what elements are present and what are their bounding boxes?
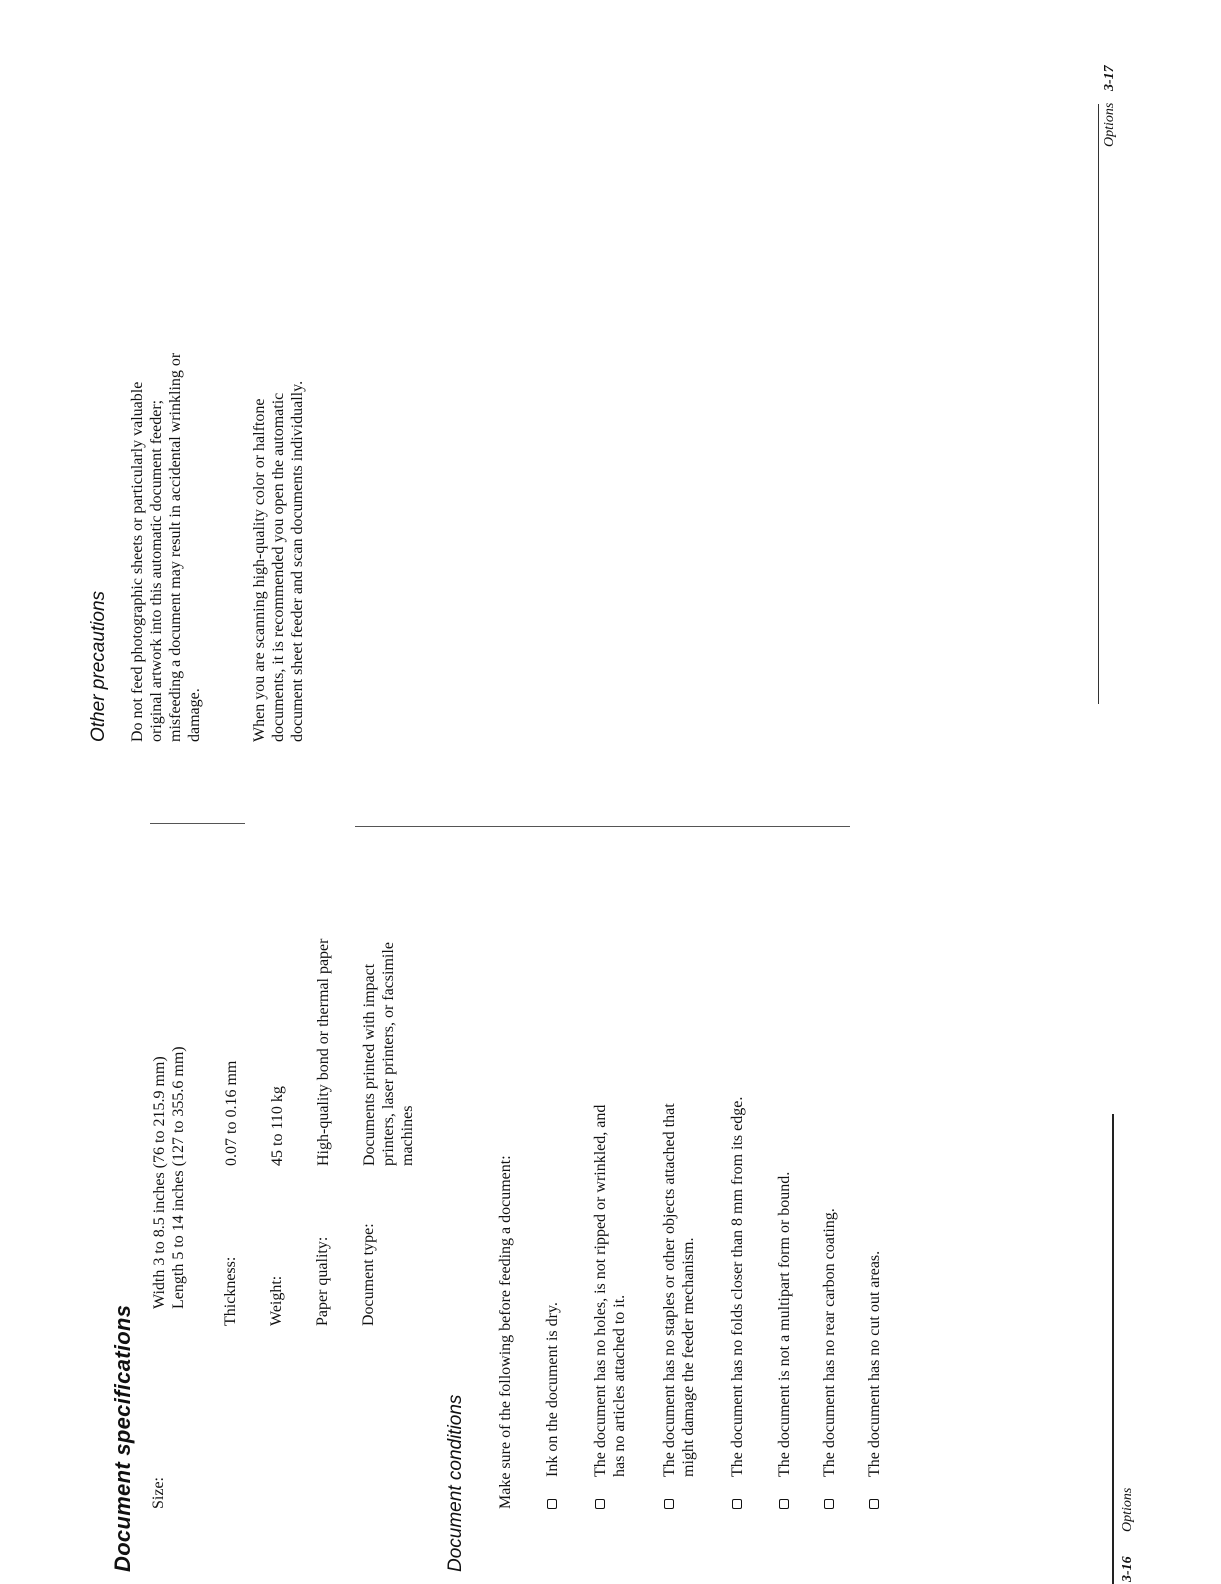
spec-line: Documents printed with impact — [361, 963, 378, 1166]
checkbox-bullet-icon — [595, 1499, 605, 1509]
paragraph-line: original artwork into this automatic document feeder; — [148, 399, 165, 742]
spec-label-weight: Weight: — [268, 1275, 285, 1326]
right-page-number: 3-17 — [1102, 65, 1117, 91]
checkbox-bullet-icon — [732, 1499, 742, 1509]
conditions-intro: Make sure of the following before feeding a document: — [497, 1155, 514, 1509]
condition-text: The document has no cut out areas. — [866, 1250, 883, 1477]
document-conditions-heading: Document conditions — [445, 1394, 466, 1572]
document-specifications-heading: Document specifications — [110, 1304, 135, 1572]
left-page-section: Options — [1120, 1487, 1135, 1532]
paragraph-line: When you are scanning high-quality color or halftone — [251, 398, 268, 742]
spec-label-paper-quality: Paper quality: — [314, 1236, 331, 1326]
checkbox-bullet-icon — [547, 1499, 557, 1509]
precaution-paragraph — [250, 381, 307, 742]
checkbox-bullet-icon — [664, 1499, 674, 1509]
spec-value-size — [150, 1046, 188, 1309]
spec-value-thickness: 0.07 to 0.16 mm — [223, 1060, 240, 1166]
left-footer-rule — [1112, 1114, 1114, 1584]
checkbox-bullet-icon — [824, 1499, 834, 1509]
other-precautions-heading: Other precautions — [88, 590, 109, 742]
spec-line: machines — [399, 1105, 416, 1166]
precaution-paragraph — [128, 353, 204, 742]
right-footer-rule — [1098, 104, 1099, 704]
paragraph-line: document sheet feeder and scan documents individually. — [289, 380, 306, 742]
condition-line: The document has no holes, is not ripped or wrinkled, and — [592, 1104, 609, 1477]
spec-label-thickness: Thickness: — [222, 1256, 239, 1326]
condition-line: has no articles attached to it. — [611, 1294, 628, 1477]
condition-text: The document is not a multipart form or bound. — [776, 1171, 793, 1477]
spec-value-document-type — [360, 942, 417, 1166]
spec-label-size: Size: — [150, 1477, 167, 1509]
spec-line: printers, laser printers, or facsimile — [380, 942, 397, 1166]
right-page-section: Options — [1102, 102, 1117, 147]
condition-text: Ink on the document is dry. — [544, 1302, 561, 1477]
condition-text: The document has no folds closer than 8 mm from its edge. — [729, 1096, 746, 1477]
spec-label-document-type: Document type: — [360, 1223, 377, 1326]
checkbox-bullet-icon — [869, 1499, 879, 1509]
paragraph-line: misfeeding a document may result in accidental wrinkling or — [167, 352, 184, 742]
checkbox-bullet-icon — [779, 1499, 789, 1509]
spec-line: Width 3 to 8.5 inches (76 to 215.9 mm) — [151, 1056, 168, 1309]
condition-text: The document has no rear carbon coating. — [821, 1208, 838, 1477]
paragraph-line: documents, it is recommended you open the automatic — [270, 392, 287, 742]
paragraph-line: Do not feed photographic sheets or particularly valuable — [129, 381, 146, 742]
spec-value-paper-quality: High-quality bond or thermal paper — [315, 938, 332, 1166]
condition-text — [660, 1103, 698, 1477]
spec-line: Length 5 to 14 inches (127 to 355.6 mm) — [170, 1046, 187, 1309]
paragraph-line: damage. — [186, 688, 203, 742]
condition-line: The document has no staples or other objects attached that — [661, 1103, 678, 1477]
condition-text — [591, 1105, 629, 1477]
gutter-line-upper — [150, 823, 245, 824]
spec-value-weight: 45 to 110 kg — [269, 1086, 286, 1166]
gutter-line-lower — [355, 826, 850, 827]
left-page-number: 3-16 — [1120, 1556, 1135, 1582]
condition-line: might damage the feeder mechanism. — [680, 1237, 697, 1477]
